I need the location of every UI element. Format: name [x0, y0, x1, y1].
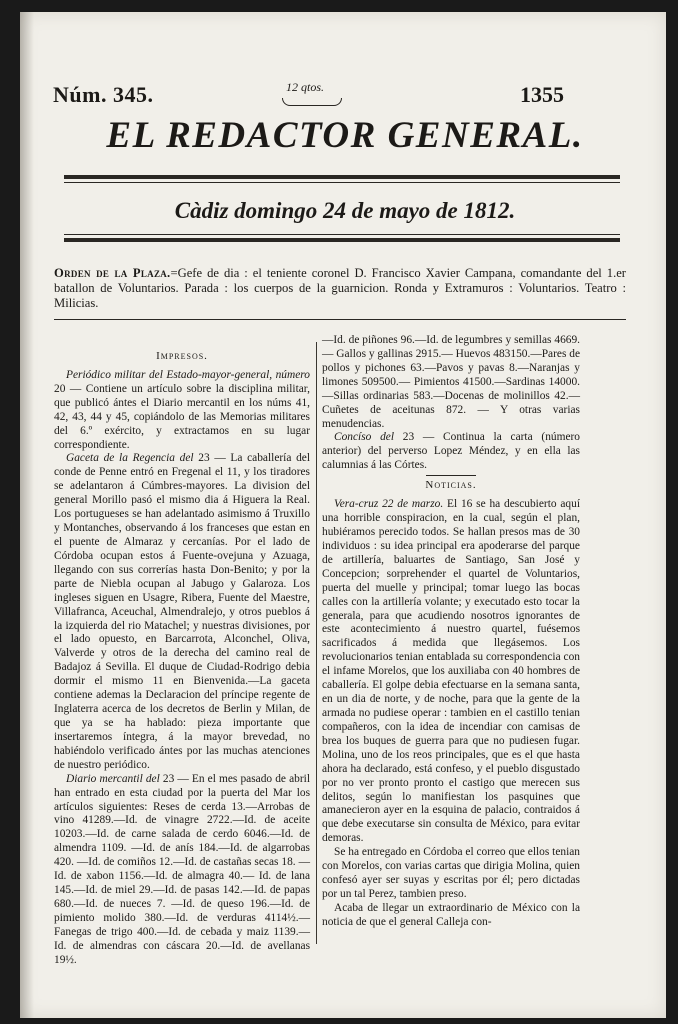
- article-continuation: —Id. de piñones 96.—Id. de legumbres y semillas 4669.— Gallos y gallinas 2915.— Huevos 483150.—Pares de pollos y pichones 63.—Pavos y pavas 8.—Naranjas y limones 509500.— Pimientos 41500.—Sardinas 14000.—Sillas ordinarias 583.—Docenas de molinillos 42.—Cuñetes de aceitunas 872. — Y otras varias menudencias.: [322, 334, 580, 430]
- right-column: [322, 334, 580, 930]
- article-gaceta-regencia: Gaceta de la Regencia del 23 — La caballería del conde de Penne entró en Fregenal el 11, y los tiradores se adelantaron á Cúmbres-mayores. La division del general Morillo pasó el mismo dia á Higuera la Real. Los portugueses se han adelantado asimismo á Truxillo y Montanches, observando á los franceses que estan en el puente de Almaraz y cercanías. Por el lado de Córdoba ocupan estos á Fuente-ovejuna y Azuaga, llegando con sus correrías hasta Don-Benito; y por la parte de Niebla ocupan al Jabugo y Galaroza. Los ingleses siguen en Usagre, Ribera, Fuente del Maestre, Villafranca, Aceuchal, Almendralejo, y otros pueblos á la izquierda del rio Matachel; y nuestras divisiones, por el lado opuesto, en Barcarrota, Alconchel, Oliva, Valverde y otros de la derecha del camino real de Badajoz á Sevilla. El duque de Ciudad-Rodrigo debia dormir el mismo 11 en Bienvenida.—La gaceta contiene ademas la Declaracion del príncipe regente de Inglaterra acerca de los decretos de Berlin y Milan, de que ya se ha hablado: pieza importante que insertaremos íntegra, á la mayor brevedad, no habiéndolo verificado ántes por las muchas atenciones de nuestro periódico.: [54, 452, 310, 771]
- section-rule: [54, 319, 626, 320]
- section-heading-impresos: Impresos.: [156, 350, 208, 362]
- plaza-order-label: Orden de la Plaza.: [54, 266, 171, 280]
- heading-rule: [426, 475, 476, 476]
- article-extraordinario-mexico: Acaba de llegar un extraordinario de México con la noticia de que el general Calleja con-: [322, 901, 580, 928]
- page-number: 1355: [520, 82, 564, 107]
- article-diario-mercantil: Diario mercantil del 23 — En el mes pasado de abril han entrado en esta ciudad por la puerta del Mar los artículos siguientes: Reses de cerda 13.—Arrobas de vino 41289.—Id. de vinagre 2722.—Id. de aceite 10203.—Id. de carne salada de cerdo 6046.—Id. de almendra 1109. —Id. de anís 184.—Id. de algarrobas 420. —Id. de comiños 12.—Id. de castañas secas 18. —Id. de xabon 1156.—Id. de almagra 40.— Id. de lana 145.—Id. de miel 29.—Id. de pasas 142.—Id. de papas 680.—Id. de nueces 7. —Id. de queso 196.—Id. de pimiento molido 380.—Id. de verduras 4114½.—Fanegas de trigo 400.—Id. de cebada y maiz 1139.— Id. de almendras con cáscara 20.—Id. de avellanas 19½.: [54, 772, 310, 966]
- dateline-rule-thin: [64, 234, 620, 235]
- masthead-rule-thin: [64, 182, 620, 183]
- section-heading-noticias: Noticias.: [425, 479, 477, 492]
- plaza-order-text: =Gefe de dia : el teniente coronel D. Francisco Xavier Campana, comandante del 1.er batallon de Voluntarios. Parada : los cuerpos de la guarnicion. Ronda y Extramuros : Voluntarios. Teatro : Milicias.: [54, 266, 626, 310]
- newspaper-page: [20, 12, 666, 1018]
- dateline-rule-thick: [64, 238, 620, 242]
- price-brace: [282, 98, 342, 106]
- dateline: Càdiz domingo 24 de mayo de 1812.: [174, 198, 516, 223]
- issue-number: Núm. 345.: [53, 82, 154, 107]
- article-vera-cruz: Vera-cruz 22 de marzo. El 16 se ha descubierto aquí una horrible conspiracion, en la cual, según el plan, hubiéramos perecido todos. Se hallan presos mas de 30 individuos : su idea principal era apoderarse del parque de artillería, baluartes de Santiago, San José y Concepcion; sorprehender el quartel de Voluntarios, puerta del muelle y principal; tomar luego las bocas calles con la artillería volante; y executado esto tocar la generala, para que acudiendo nosotros ignorantes de este acontecimiento á nuestro quartel, fuésemos sacrificados á medida que llegásemos. Los revolucionarios tenian entablada su correspondencia con el infame Morelos, que los auxiliaba con 40 hombres de caballería. El golpe debia efectuarse en la semana santa, en un dia de norte, y de noche, para que la gente de la armada no pudiese operar : tambien en el castillo tenian compañeros, con la idea de incendiar con camisas de brea los buques de guerra para que no pudiesen fugar. Molina, uno de los reos principales, que es el que hasta ahora ha declarado, está confeso, y el pueblo disgustado por no ver pronto pronto el castigo que merecen sus delitos, según lo manifiestan los pasquines que amanecieron ayer en la esquina de palacio, contraidos á que debe executarse sin consulta de México, para evitar demoras.: [322, 498, 580, 845]
- article-cordoba-correo: Se ha entregado en Córdoba el correo que ellos tenian con Morelos, con varias cartas que dirigia Molina, quien confesó ayer ser suyas y escritas por él; pero dictadas por un tal Perez, tambien preso.: [322, 846, 580, 900]
- article-periodico-militar: Periódico militar del Estado-mayor-general, número 20 — Contiene un artículo sobre la disciplina militar, que publicó ántes el Diario mercantil en los núms 41, 42, 43, 44 y 45, copiándolo de las Memorias militares del 6.º exército, y extractamos en su lugar correspondiente.: [54, 368, 310, 451]
- masthead-rule-thick: [64, 175, 620, 179]
- price-note: 12 qtos.: [286, 80, 325, 94]
- masthead-title: EL REDACTOR GENERAL.: [106, 115, 584, 156]
- left-column: [54, 350, 310, 966]
- plaza-order: [54, 266, 626, 311]
- column-divider: [316, 342, 317, 944]
- article-conciso: Concíso del 23 — Continua la carta (número anterior) del perverso Lopez Méndez, y en ella las calumnias á las Córtes.: [322, 431, 580, 472]
